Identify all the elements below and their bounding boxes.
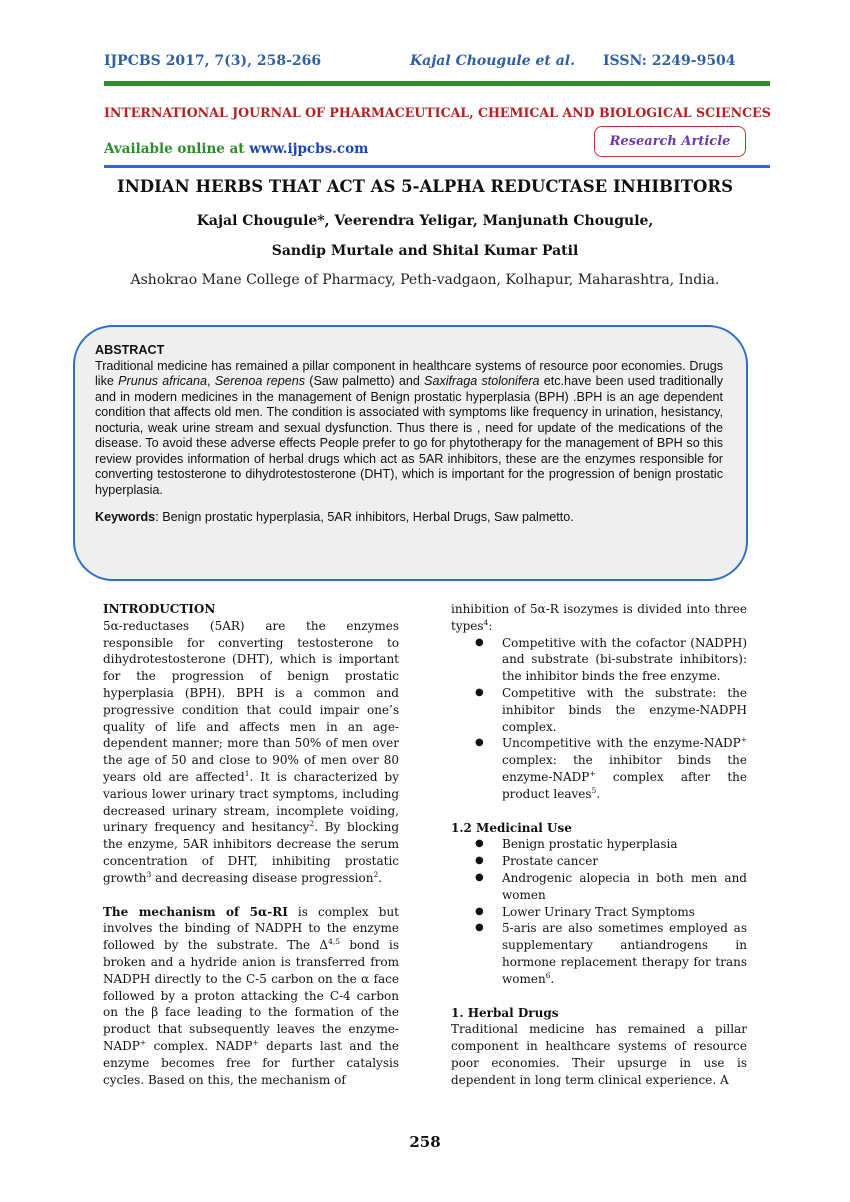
keywords-label: Keywords [95, 510, 156, 524]
bullet-icon: ● [475, 871, 484, 883]
header-authors: Kajal Chougule et al. [410, 53, 575, 69]
list-item-end: . [596, 786, 601, 801]
journal-website-link[interactable]: www.ijpcbs.com [249, 141, 369, 157]
medicinal-use-list [475, 836, 747, 987]
citation-ref: 4 [483, 617, 489, 627]
author-list-line-2: Sandip Murtale and Shital Kumar Patil [271, 243, 579, 259]
inhibition-types-list [475, 635, 747, 803]
bullet-icon: ● [475, 922, 484, 934]
bullet-icon: ● [475, 855, 484, 867]
citation-ref: 2 [373, 869, 379, 879]
list-item-text: complex: the inhibitor binds the enzyme-NADP [502, 753, 747, 784]
intro-text-e: . [378, 870, 383, 885]
abstract-text-2: (Saw palmetto) and [305, 374, 425, 388]
intro-text-b: . It is characterized by various lower urinary tract symptoms, including decreased urinary stream, incomplete voiding, urinary frequency and hesitancy [103, 769, 399, 835]
list-item-end: . [550, 971, 555, 986]
species-serenoa-repens: Serenoa repens [214, 374, 306, 388]
list-item [475, 853, 747, 870]
header-journal-citation: IJPCBS 2017, 7(3), 258-266 [104, 53, 322, 69]
list-item-text: Uncompetitive with the enzyme-NADP [502, 736, 741, 751]
species-prunus-africana: Prunus africana [118, 374, 208, 388]
mech-text-a: is complex but involves the binding of NADPH to the enzyme followed by the substrate. The Δ [103, 904, 399, 953]
species-saxifraga-stolonifera: Saxifraga stolonifera [424, 374, 540, 388]
charge-superscript: + [139, 1037, 147, 1047]
list-item-text: Competitive with the substrate: the inhibitor binds the enzyme-NADPH complex. [502, 685, 747, 734]
introduction-paragraph [103, 618, 399, 887]
journal-full-name: INTERNATIONAL JOURNAL OF PHARMACEUTICAL, CHEMICAL AND BIOLOGICAL SCIENCES [104, 105, 771, 120]
charge-superscript: + [740, 735, 747, 745]
right-column [451, 601, 747, 1089]
bullet-icon: ● [475, 636, 484, 648]
medicinal-use-heading: 1.2 Medicinal Use [451, 820, 572, 835]
mechanism-paragraph [103, 904, 399, 1089]
list-item-text: 5-aris are also sometimes employed as supplementary antiandrogens in hormone replacement therapy for trans women [502, 921, 747, 986]
delta-superscript: 4,5 [328, 937, 341, 947]
mech-text-c: complex. NADP [146, 1038, 253, 1053]
abstract-text-3: etc.have been used traditionally and in modern medicines in the management of Benign prostatic hyperplasia (BPH) .BPH is an age dependent condition that affects old men. The condition is associated with symptoms like frequency in urination, hesistancy, nocturia, weak urine stream and sexual dysfunction. Thus there is , need for update of the medications of the disease. To avoid these adverse effects People prefer to go for phytotherapy for the management of BPH so this review provides information of herbal drugs which act as 5AR inhibitors, these are the enzymes responsible for converting testosterone to dihydrotestosterone (DHT), which is important for the progression of benign prostatic hyperplasia. [95, 374, 723, 497]
citation-ref: 2 [309, 819, 315, 829]
types-intro-colon: : [488, 618, 493, 633]
header-issn: ISSN: 2249-9504 [603, 53, 736, 69]
citation-ref: 6 [545, 970, 551, 980]
bullet-icon: ● [475, 737, 484, 749]
author-affiliation: Ashokrao Mane College of Pharmacy, Peth-vadgaon, Kolhapur, Maharashtra, India. [130, 272, 720, 288]
header-divider-green [104, 81, 770, 86]
types-intro-text: inhibition of 5α-R isozymes is divided into three types [451, 602, 747, 633]
header-divider-blue [104, 165, 770, 168]
list-item-text: Prostate cancer [502, 854, 599, 869]
keywords-list: : Benign prostatic hyperplasia, 5AR inhibitors, Herbal Drugs, Saw palmetto. [155, 510, 574, 524]
abstract-text-1: Traditional medicine has remained a pillar component in healthcare systems of resource poor economies. Drugs like [95, 358, 723, 388]
list-item [475, 735, 747, 802]
list-item [475, 635, 747, 685]
abstract-content [95, 343, 723, 526]
paper-title: INDIAN HERBS THAT ACT AS 5-ALPHA REDUCTASE INHIBITORS [116, 177, 733, 196]
list-item-text: Lower Urinary Tract Symptoms [502, 904, 695, 919]
list-item [475, 904, 747, 921]
article-type-badge: Research Article [594, 126, 746, 157]
charge-superscript: + [589, 768, 596, 778]
author-list-line-1: Kajal Chougule*, Veerendra Yeligar, Manjunath Chougule, [196, 213, 654, 229]
availability-prefix: Available online at [104, 141, 250, 157]
list-item [475, 836, 747, 853]
herbal-drugs-paragraph: Traditional medicine has remained a pillar component in healthcare systems of resource poor economies. Their upsurge in use is dependent in long term clinical experience. A [451, 1022, 747, 1087]
list-item [475, 920, 747, 987]
bullet-icon: ● [475, 686, 484, 698]
introduction-heading: INTRODUCTION [103, 602, 216, 616]
page-number: 258 [409, 1133, 441, 1151]
inhibition-types-intro [451, 601, 747, 635]
list-item-text: Benign prostatic hyperplasia [502, 837, 678, 852]
citation-ref: 3 [146, 869, 152, 879]
list-item-text: complex after the product leaves [502, 769, 747, 801]
mech-text-d: departs last and the enzyme becomes free for further catalysis cycles. Based on this, the mechanism of [103, 1038, 399, 1087]
citation-ref: 1 [244, 768, 250, 778]
citation-ref: 5 [591, 785, 597, 795]
list-item-text: Androgenic alopecia in both men and women [502, 870, 747, 902]
abstract-separator: , [207, 374, 215, 388]
availability-line [104, 141, 368, 157]
abstract-heading: ABSTRACT [95, 343, 165, 357]
list-item-text: Competitive with the cofactor (NADPH) and substrate (bi-substrate inhibitors): the inhibitor binds the free enzyme. [502, 635, 747, 684]
herbal-drugs-heading: 1. Herbal Drugs [451, 1005, 559, 1020]
keywords-line [95, 510, 723, 526]
charge-superscript: + [252, 1037, 259, 1047]
intro-text-c: . By blocking the enzyme, 5AR inhibitors decrease the serum concentration of DHT, inhibiting prostatic growth [103, 820, 399, 885]
intro-text-a: 5α-reductases (5AR) are the enzymes responsible for converting testosterone to dihydrotestosterone (DHT), which is important for the progression of benign prostatic hyperplasia (BPH). BPH is a common and progressive condition that could impair one’s quality of life and affects men in an age-dependent manner; more than 50% of men over the age of 50 and close to 90% of men over 80 years old are affected [103, 618, 399, 784]
abstract-body [95, 359, 723, 499]
bullet-icon: ● [475, 905, 484, 917]
left-column [103, 601, 399, 1088]
mech-text-b: bond is broken and a hydride anion is transferred from NADPH directly to the C-5 carbon on the α face followed by a proton attacking the C-4 carbon on the β face leading to the formation of the product that subsequently leaves the enzyme-NADP [103, 938, 399, 1053]
intro-text-d: and decreasing disease progression [151, 870, 374, 885]
list-item [475, 870, 747, 904]
list-item [475, 685, 747, 735]
bullet-icon: ● [475, 838, 484, 850]
mechanism-lead: The mechanism of 5α-RI [103, 904, 288, 919]
